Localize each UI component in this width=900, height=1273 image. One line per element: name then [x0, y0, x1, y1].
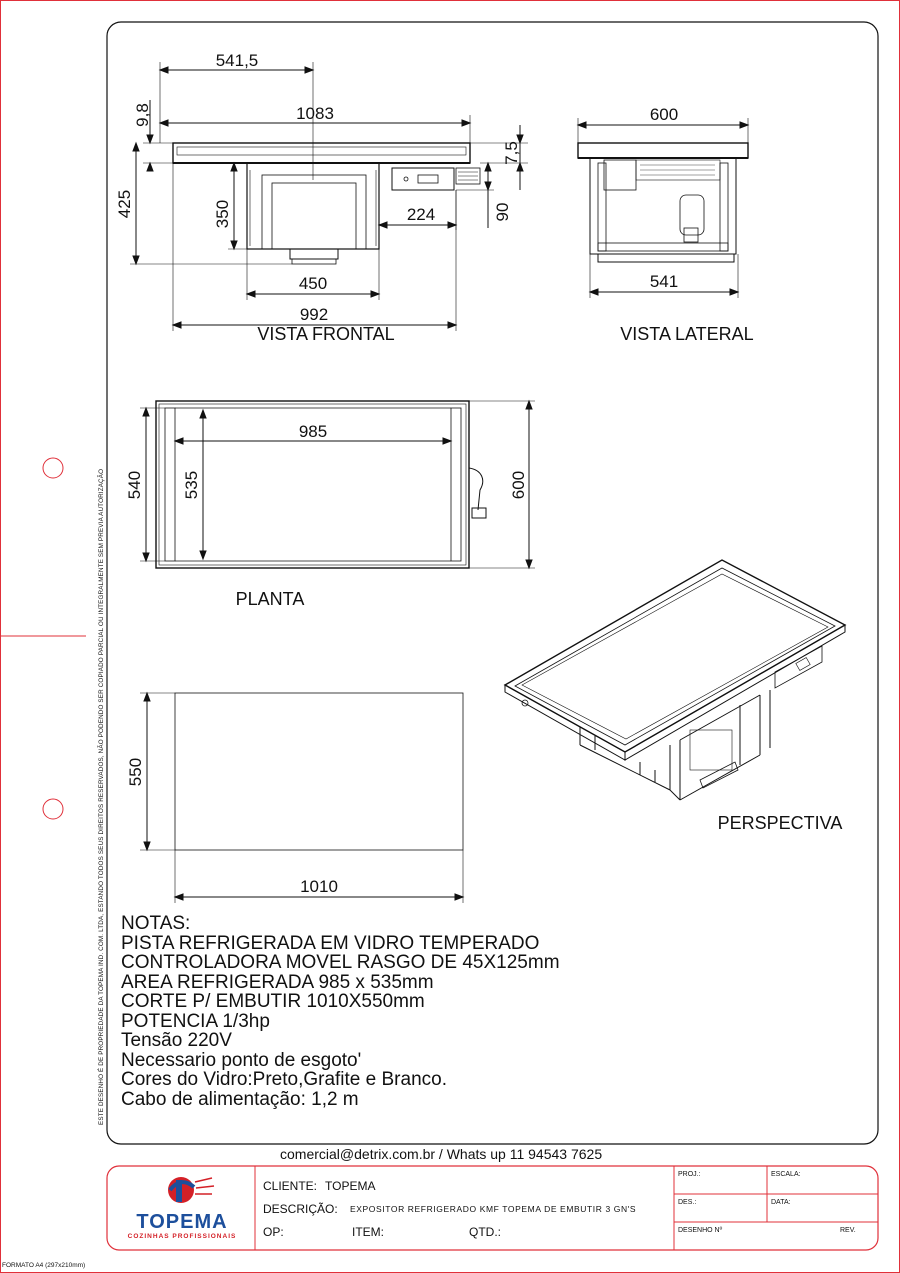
dim-425: 425: [115, 189, 134, 219]
notes-heading: NOTAS:: [121, 913, 191, 934]
dim-992: 992: [299, 305, 329, 324]
dim-600-planta: 600: [509, 470, 528, 500]
dim-9-8: 9,8: [133, 103, 152, 127]
dim-224: 224: [406, 205, 436, 224]
notes-block: [121, 914, 560, 1109]
logo-tagline: COZINHAS PROFISSIONAIS: [127, 1233, 237, 1240]
dim-90: 90: [493, 202, 512, 222]
dim-550: 550: [126, 757, 145, 787]
data-label: DATA:: [771, 1199, 791, 1206]
rev-label: REV.: [840, 1227, 856, 1234]
des-label: DES.:: [678, 1199, 697, 1206]
note-line: Necessario ponto de esgoto': [121, 1049, 362, 1071]
note-line: CORTE P/ EMBUTIR 1010X550mm: [121, 991, 425, 1012]
topema-logo: [128, 1177, 237, 1240]
descricao-label: DESCRIÇÃO:: [263, 1202, 338, 1216]
perspective-title: PERSPECTIVA: [717, 813, 843, 833]
dim-535: 535: [182, 470, 201, 500]
note-line: CONTROLADORA MOVEL RASGO DE 45X125mm: [121, 952, 560, 973]
dim-985: 985: [298, 422, 328, 441]
format-label: FORMATO A4 (297x210mm): [2, 1262, 86, 1269]
title-block: [0, 1160, 900, 1273]
dim-350: 350: [213, 199, 232, 229]
desenho-label: DESENHO Nº: [678, 1227, 723, 1234]
qtd-label: QTD.:: [469, 1225, 501, 1239]
cliente-label: CLIENTE:: [263, 1179, 318, 1193]
proj-label: PROJ.:: [678, 1171, 701, 1178]
note-line: Cores do Vidro:Preto,Grafite e Branco.: [121, 1069, 447, 1090]
side-view-title: VISTA LATERAL: [620, 324, 754, 344]
note-line: Tensão 220V: [121, 1030, 232, 1051]
dim-541-5: 541,5: [215, 51, 259, 70]
dim-540: 540: [125, 470, 144, 500]
note-line: AREA REFRIGERADA 985 x 535mm: [121, 971, 434, 993]
descricao-value: EXPOSITOR REFRIGERADO KMF TOPEMA DE EMBUTIR 3 GN'S: [350, 1204, 637, 1214]
note-line: PISTA REFRIGERADA EM VIDRO TEMPERADO: [121, 932, 540, 954]
logo-name: TOPEMA: [136, 1211, 228, 1233]
front-view-title: VISTA FRONTAL: [257, 324, 395, 344]
dim-1010: 1010: [300, 877, 338, 896]
dim-600-lateral: 600: [649, 105, 679, 124]
escala-label: ESCALA:: [771, 1171, 801, 1178]
dim-1083: 1083: [296, 104, 334, 123]
dim-450: 450: [298, 274, 328, 293]
item-label: ITEM:: [352, 1225, 384, 1239]
cliente-value: TOPEMA: [325, 1179, 376, 1193]
contact-line: comercial@detrix.com.br / Whats up 11 94543 7625: [280, 1146, 603, 1162]
plan-view-title: PLANTA: [235, 589, 305, 609]
copyright-notice: ESTE DESENHO É DE PROPRIEDADE DA TOPEMA IND. COM. LTDA, ESTANDO TODOS SEUS DIREITOS RESERVADOS, NÃO PODENDO SER COPIADO PARCIAL OU INTEGRALMENTE SEM PREVIA AUTORIZAÇÃO: [98, 468, 105, 1125]
note-line: POTENCIA 1/3hp: [121, 1010, 270, 1032]
note-line: Cabo de alimentação: 1,2 m: [121, 1088, 359, 1110]
dim-7-5: 7,5: [502, 141, 521, 165]
dim-541: 541: [649, 272, 679, 291]
op-label: OP:: [263, 1225, 284, 1239]
